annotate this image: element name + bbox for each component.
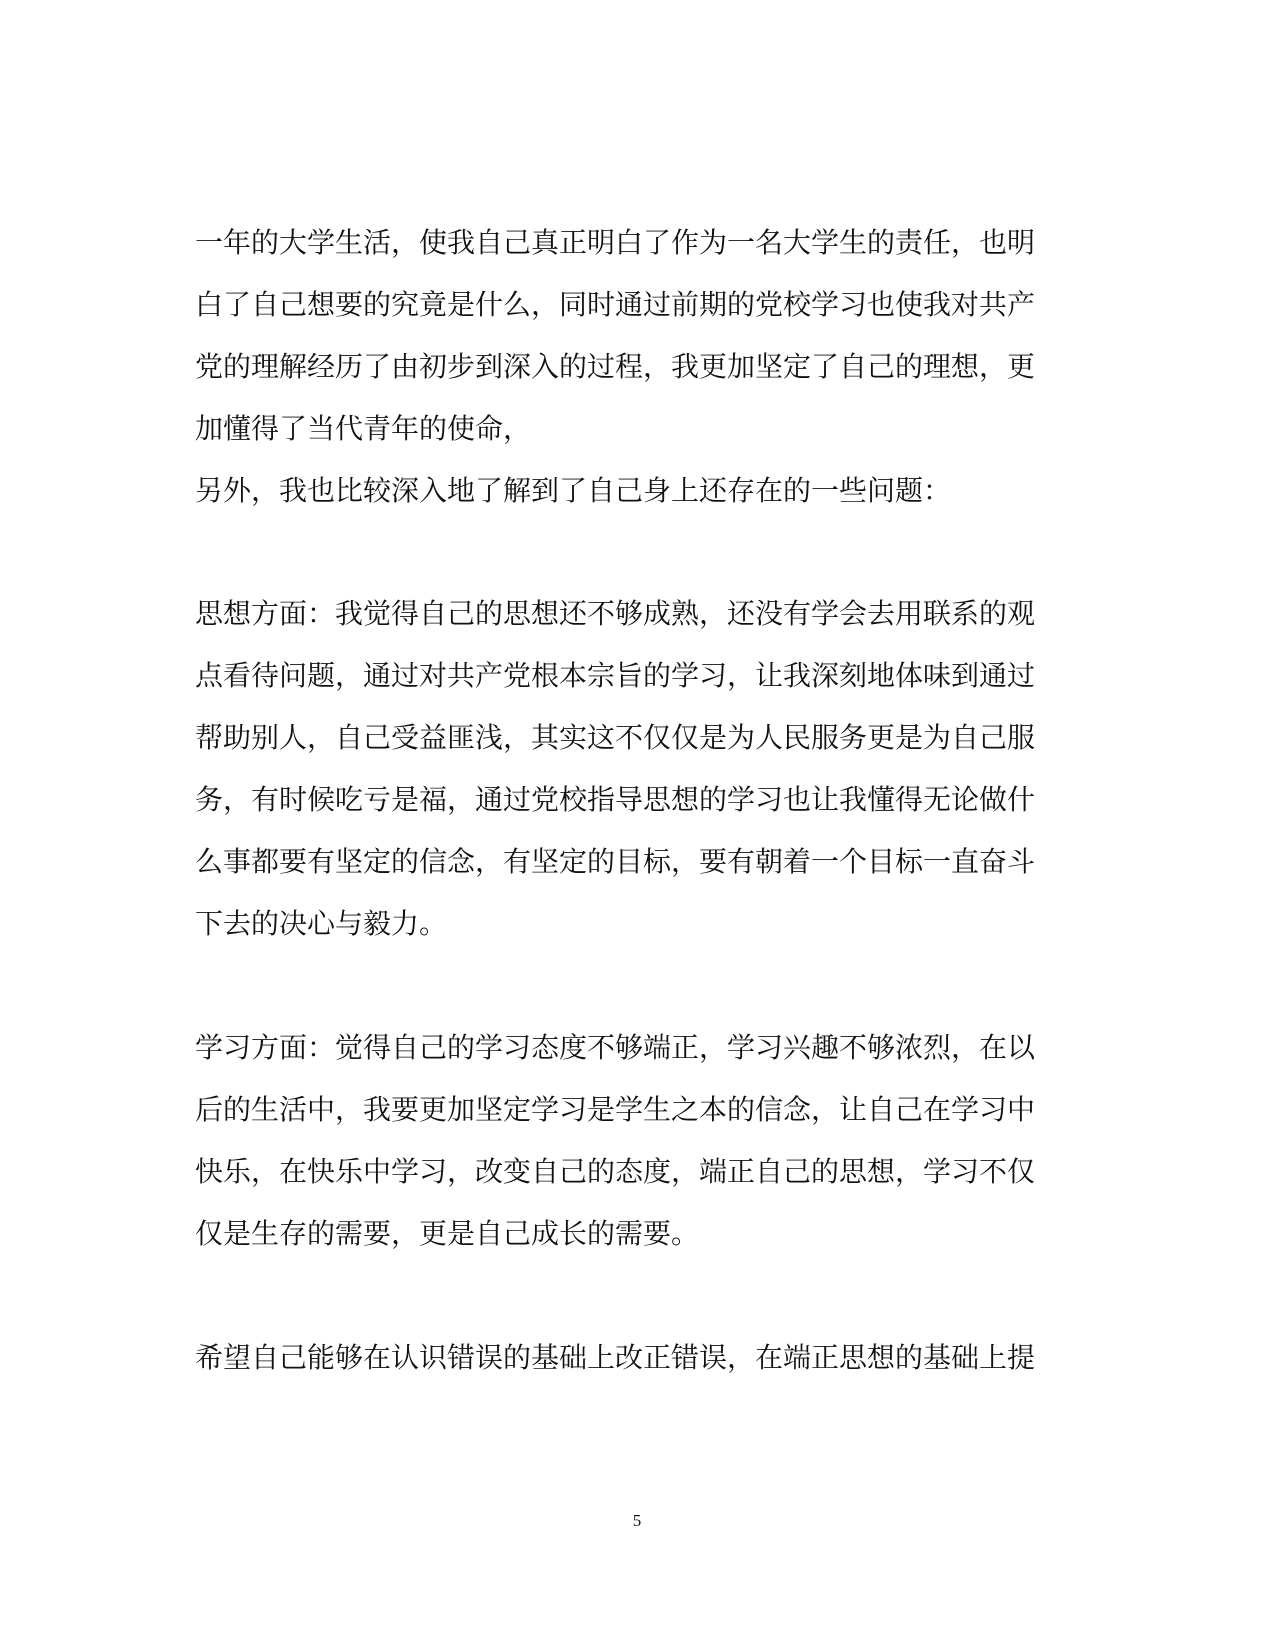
paragraph-4-line-4: 仅是生存的需要，更是自己成长的需要。 (195, 1217, 700, 1250)
paragraph-1-line-1: 一年的大学生活，使我自己真正明白了作为一名大学生的责任，也明 (195, 226, 1036, 259)
page-number: 5 (632, 1511, 642, 1530)
paragraph-3-line-5: 么事都要有坚定的信念，有坚定的目标，要有朝着一个目标一直奋斗 (195, 845, 1036, 878)
paragraph-4-line-2: 后的生活中，我要更加坚定学习是学生之本的信念，让自己在学习中 (195, 1093, 1036, 1126)
paragraph-3-line-2: 点看待问题，通过对共产党根本宗旨的学习，让我深刻地体味到通过 (195, 659, 1036, 692)
paragraph-3-line-1: 思想方面：我觉得自己的思想还不够成熟，还没有学会去用联系的观 (195, 597, 1036, 630)
paragraph-3-line-4: 务，有时候吃亏是福，通过党校指导思想的学习也让我懂得无论做什 (195, 783, 1036, 816)
paragraph-3-line-6: 下去的决心与毅力。 (195, 907, 448, 940)
paragraph-1-line-4: 加懂得了当代青年的使命， (195, 412, 532, 445)
paragraph-4-line-1: 学习方面：觉得自己的学习态度不够端正，学习兴趣不够浓烈，在以 (195, 1031, 1036, 1064)
paragraph-3-line-3: 帮助别人，自己受益匪浅，其实这不仅仅是为人民服务更是为自己服 (195, 721, 1036, 754)
paragraph-2-line-1: 另外，我也比较深入地了解到了自己身上还存在的一些问题： (195, 474, 952, 507)
paragraph-5-line-1: 希望自己能够在认识错误的基础上改正错误，在端正思想的基础上提 (195, 1341, 1036, 1374)
paragraph-1-line-3: 党的理解经历了由初步到深入的过程，我更加坚定了自己的理想，更 (195, 350, 1036, 383)
paragraph-4-line-3: 快乐，在快乐中学习，改变自己的态度，端正自己的思想，学习不仅 (195, 1155, 1036, 1188)
paragraph-1-line-2: 白了自己想要的究竟是什么，同时通过前期的党校学习也使我对共产 (195, 288, 1036, 321)
